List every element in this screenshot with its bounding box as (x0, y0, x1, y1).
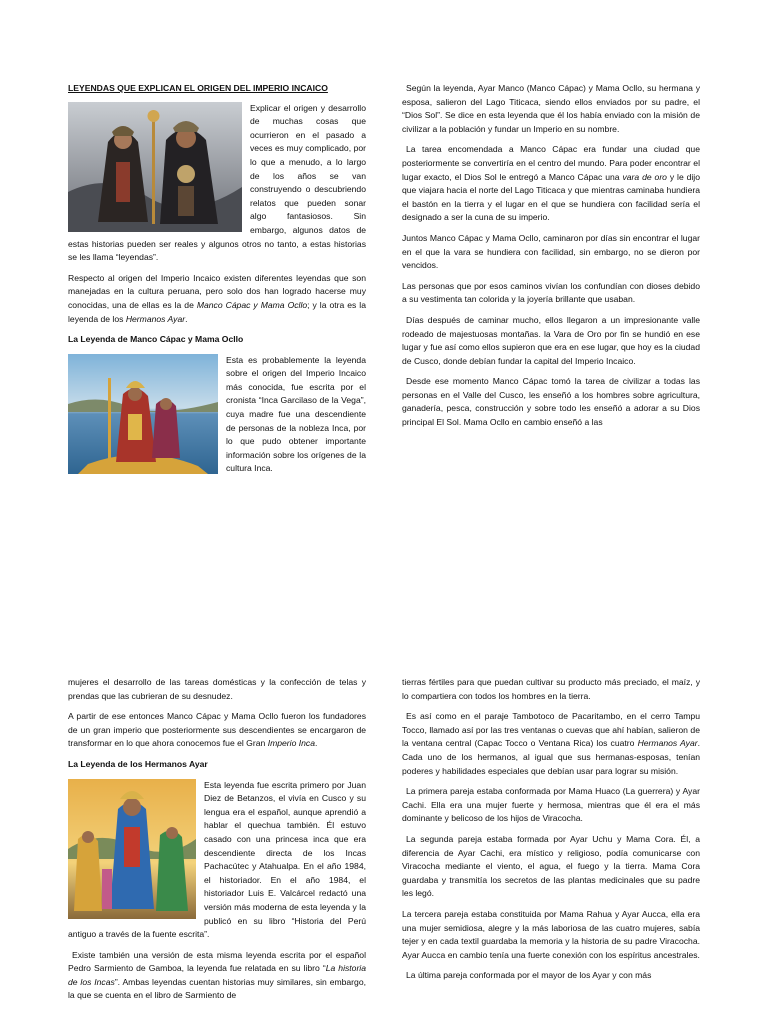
right-paragraph-5: Días después de caminar mucho, ellos llegaron a un impresionante valle rodeado de majestuosas montañas. la Vara de Oro por fin se hundió en ese lugar y fue así como ellos supieron que era en ese lugar, que hoy es la ciudad de Cusco, donde debían fundar la capital del Imperio Incaico. (402, 314, 700, 366)
page2-right-paragraph-6: La última pareja conformada por el mayor de los Ayar y con más (406, 970, 652, 981)
page2-right-paragraph-4: La segunda pareja estaba formada por Ayar Uchu y Mama Cora. Él, a diferencia de Ayar Cachi, era místico y religioso, podía comunicarse con Viracocha mediante el viento, el agua, el fuego y la tierra. Mama Cora guardaba y transmitía los secretos de las plantas medicinales que su padre les legó. (402, 833, 700, 899)
page2-left-paragraph-1: mujeres el desarrollo de las tareas domésticas y la confección de telas y prendas que las cubrieran de su desnudez. (68, 677, 366, 701)
page2-right-paragraph-5: La tercera pareja estaba constituida por Mama Rahua y Ayar Aucca, ella era una mujer semidiosa, alegre y la más laboriosa de las cuatro mujeres, sabía tejer y en cada textil guardaba la memoria y la historia de su padre Viracocha. Ayar Aucca en cambio tenía una fuerte conexión con los espíritus ancestrales. (402, 908, 700, 960)
intro-paragraph-2: Respecto al origen del Imperio Incaico existen diferentes leyendas que son manejadas en la cultura peruana, pero solo dos han logrado hacerse muy conocidas, una de ellas es la de Manco Cápac y Mama Ocllo; y la otra es la leyenda de los Hermanos Ayar. (68, 272, 366, 324)
hermanos-ayar-illustration (68, 779, 196, 919)
section-title-hermanos-ayar: La Leyenda de los Hermanos Ayar (68, 758, 208, 769)
page1-left-column (68, 82, 366, 483)
section-title-manco-capac: La Leyenda de Manco Cápac y Mama Ocllo (68, 334, 244, 345)
section2-paragraph-2: Existe también una versión de esta misma leyenda escrita por el español Pedro Sarmiento de Gamboa, la leyenda fue relatada en su libro “La historia de los Incas”. Ambas leyendas cuentan historias muy similares, sin embargo, la que se cuenta en el libro de Sarmiento de (68, 949, 366, 1001)
section2-paragraph-1: Esta leyenda fue escrita primero por Juan Diez de Betanzos, el vivía en Cusco y su lengua era el español, aunque aprendió a hablar el quechua también. Él estuvo casado con una princesa inca que era descendiente directa de los Incas Pachacútec y Atahualpa. En el año 1984, el historiador. En el año 1984, el historiador Luis E. Valcárcel redactó una versión más moderna de esta leyenda y la publicó en su libro “Historia del Perú antiguo a través de la fuente escrita”. (68, 779, 366, 940)
right-paragraph-6: Desde ese momento Manco Cápac tomó la tarea de civilizar a todas las personas en el Valle del Cusco, les enseñó a los hombres sobre agricultura, ganadería, pesca, construcción y sobre todo les enseñó a adorar a su Dios principal El Sol. Mama Ocllo en cambio enseñó a las (402, 376, 700, 428)
page2-right-paragraph-2: Es así como en el paraje Tambotoco de Pacaritambo, en el cerro Tampu Tocco, llamado así por las tres ventanas o cuevas que ahí habían, salieron de la ventana central (Capac Tocco o Ventana Rica) los cuatro Hermanos Ayar. Cada uno de los hermanos, al igual que sus hermanas-esposas, tenían poderes y habilidades especiales que debían usar para lograr su misión. (402, 711, 700, 776)
manco-mama-illustration (68, 102, 242, 232)
right-paragraph-3: Juntos Manco Cápac y Mama Ocllo, caminaron por días sin encontrar el lugar en el que la vara se hundiera con facilidad, sin embargo, no se dieron por vencidos. (402, 232, 700, 271)
right-paragraph-4: Las personas que por esos caminos vivían los confundían con dioses debido a su vestimenta tan colorida y la joyería brillante que usaban. (402, 280, 700, 305)
page2-left-column (68, 676, 366, 1010)
section1-paragraph-1: Esta es probablemente la leyenda sobre el origen del Imperio Incaico más conocida, fue escrita por el cronista “Inca Garcilaso de la Vega”, cuya madre fue una descendiente de personas de la nobleza Inca, por lo que pudo obtener importante información sobre los orígenes de la cultura Inca. (226, 354, 366, 474)
right-paragraph-2: La tarea encomendada a Manco Cápac era fundar una ciudad que posteriormente se convertiría en el centro del mundo. Para poder encontrar el lugar exacto, el Dios Sol le entregó a Manco Cápac una vara de oro y le dijo que viajara hacia el norte del Lago Titicaca y que mientras caminaba hundiera el bastón en la tierra y el lugar en el que se hundiera con facilidad sería el designado a ser la cuna de su imperio. (402, 144, 700, 223)
right-paragraph-1: Según la leyenda, Ayar Manco (Manco Cápac) y Mama Ocllo, su hermana y esposa, salieron del Lago Titicaca, siendo ellos enviados por su padre, el “Dios Sol”. Se dice en esta leyenda que él los había enviado con la misión de civilizar a la población y fundar un Imperio en su nombre. (402, 83, 700, 134)
page1-right-column (402, 82, 700, 437)
document-title: LEYENDAS QUE EXPLICAN EL ORIGEN DEL IMPERIO INCAICO (68, 83, 328, 93)
intro-paragraph-1: Explicar el origen y desarrollo de muchas cosas que ocurrieron en el pasado a veces es muy complicado, por lo que a menudo, a lo largo de los años se van construyendo o descubriendo relatos que pueden sonar algo fantasiosos. Sin embargo, algunos datos de estas historias pueden ser reales y algunos otros no tanto, a estas historias se les llama “leyendas”. (68, 102, 366, 263)
page2-right-paragraph-1: tierras fértiles para que puedan cultivar su producto más preciado, el maíz, y lo compartiera con todos los hombres en la tierra. (402, 677, 700, 701)
lake-titicaca-illustration (68, 354, 218, 474)
page2-right-paragraph-3: La primera pareja estaba conformada por Mama Huaco (La guerrera) y Ayar Cachi. Ella era una mujer fuerte y hermosa, mientras que él era el más dominante y belicoso de los hijos de Viracocha. (402, 786, 700, 824)
page2-left-paragraph-2: A partir de ese entonces Manco Cápac y Mama Ocllo fueron los fundadores de un gran imperio que posteriormente sus descendientes se encargaron de transformar en lo que ahora conocemos fue el Gran Imperio Inca. (68, 711, 366, 749)
page2-right-column (402, 676, 700, 990)
